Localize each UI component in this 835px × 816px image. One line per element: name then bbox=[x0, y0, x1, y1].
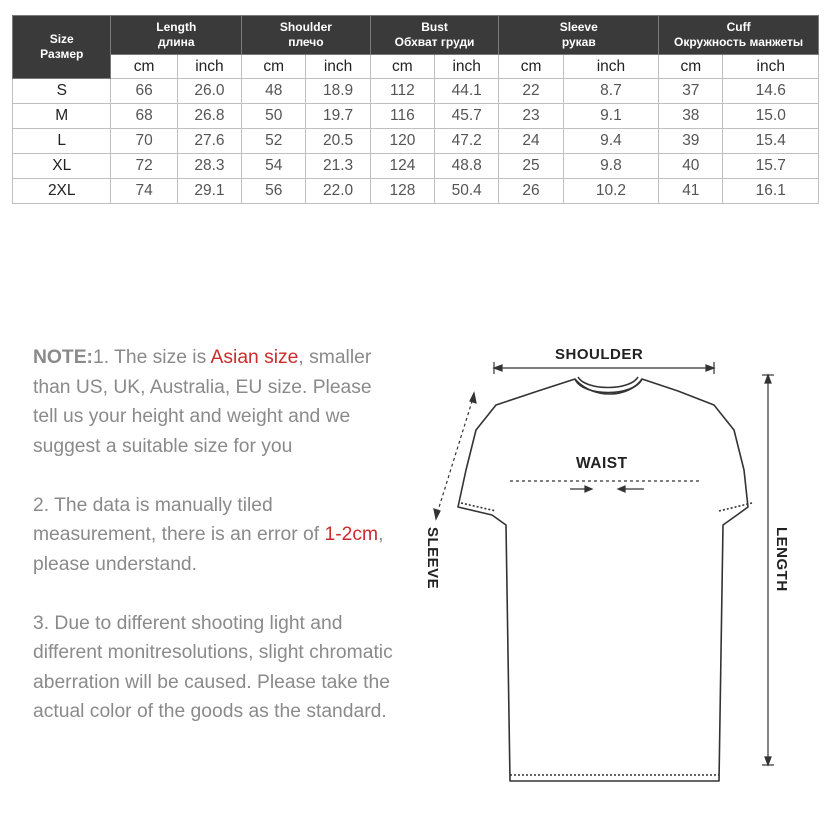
measure-cell: 39 bbox=[659, 129, 723, 154]
size-cell: S bbox=[13, 79, 111, 104]
note-2-text-b: , please understand. bbox=[33, 524, 384, 575]
measure-cell: 9.1 bbox=[563, 104, 658, 129]
note-2-text-a: 2. The data is manually tiled measurement, there is an error of bbox=[33, 494, 325, 545]
size-notes bbox=[33, 343, 393, 756]
table-row bbox=[13, 129, 819, 154]
unit-inch: inch bbox=[435, 55, 499, 79]
header-shoulder-ru: плечо bbox=[288, 35, 324, 49]
unit-cm: cm bbox=[499, 55, 563, 79]
header-bust bbox=[370, 16, 499, 55]
measure-cell: 52 bbox=[242, 129, 306, 154]
measure-cell: 28.3 bbox=[177, 154, 241, 179]
measure-cell: 120 bbox=[370, 129, 434, 154]
measure-cell: 50 bbox=[242, 104, 306, 129]
measure-cell: 54 bbox=[242, 154, 306, 179]
header-cuff-en: Cuff bbox=[726, 20, 751, 34]
header-sleeve bbox=[499, 16, 659, 55]
measure-cell: 74 bbox=[111, 179, 177, 204]
length-label: LENGTH bbox=[773, 527, 790, 592]
measure-cell: 45.7 bbox=[435, 104, 499, 129]
measure-cell: 26 bbox=[499, 179, 563, 204]
waist-label: WAIST bbox=[576, 455, 628, 472]
measure-cell: 26.0 bbox=[177, 79, 241, 104]
table-row bbox=[13, 79, 819, 104]
error-range-highlight: 1-2cm bbox=[324, 524, 379, 545]
measure-cell: 15.0 bbox=[723, 104, 819, 129]
measure-cell: 9.4 bbox=[563, 129, 658, 154]
table-row bbox=[13, 179, 819, 204]
size-cell: L bbox=[13, 129, 111, 154]
header-bust-en: Bust bbox=[421, 20, 448, 34]
note-3: 3. Due to different shooting light and different monitresolutions, slight chromatic aberration will be caused. Please take the actual color of the goods as the standard. bbox=[33, 612, 393, 722]
tshirt-diagram bbox=[410, 335, 830, 805]
header-length bbox=[111, 16, 242, 55]
header-sleeve-en: Sleeve bbox=[559, 20, 598, 34]
measure-cell: 15.4 bbox=[723, 129, 819, 154]
measure-cell: 19.7 bbox=[306, 104, 370, 129]
tshirt-outline-icon bbox=[410, 335, 830, 805]
measure-cell: 21.3 bbox=[306, 154, 370, 179]
measure-cell: 23 bbox=[499, 104, 563, 129]
measure-cell: 38 bbox=[659, 104, 723, 129]
measure-cell: 66 bbox=[111, 79, 177, 104]
size-cell: M bbox=[13, 104, 111, 129]
measure-cell: 112 bbox=[370, 79, 434, 104]
size-cell: 2XL bbox=[13, 179, 111, 204]
measure-cell: 29.1 bbox=[177, 179, 241, 204]
measure-cell: 27.6 bbox=[177, 129, 241, 154]
note-1 bbox=[33, 343, 393, 461]
unit-cm: cm bbox=[370, 55, 434, 79]
measure-cell: 9.8 bbox=[563, 154, 658, 179]
measure-cell: 22.0 bbox=[306, 179, 370, 204]
measure-cell: 50.4 bbox=[435, 179, 499, 204]
header-shoulder-en: Shoulder bbox=[279, 20, 332, 34]
measure-cell: 20.5 bbox=[306, 129, 370, 154]
unit-inch: inch bbox=[723, 55, 819, 79]
header-cuff-ru: Окружность манжеты bbox=[674, 35, 804, 49]
measure-cell: 48 bbox=[242, 79, 306, 104]
measure-cell: 116 bbox=[370, 104, 434, 129]
measure-cell: 37 bbox=[659, 79, 723, 104]
header-size bbox=[13, 16, 111, 79]
measure-cell: 40 bbox=[659, 154, 723, 179]
header-length-ru: длина bbox=[158, 35, 195, 49]
measure-cell: 16.1 bbox=[723, 179, 819, 204]
measure-cell: 128 bbox=[370, 179, 434, 204]
table-row bbox=[13, 154, 819, 179]
header-length-en: Length bbox=[156, 20, 197, 34]
measure-cell: 24 bbox=[499, 129, 563, 154]
header-sleeve-ru: рукав bbox=[561, 35, 596, 49]
table-header-row bbox=[13, 16, 819, 55]
measure-cell: 22 bbox=[499, 79, 563, 104]
table-units-row bbox=[13, 55, 819, 79]
note-1-text-b: , smaller than US, UK, Australia, EU size. Please tell us your height and weight and we suggest a suitable size for you bbox=[33, 347, 372, 457]
size-cell: XL bbox=[13, 154, 111, 179]
unit-cm: cm bbox=[242, 55, 306, 79]
sleeve-label: SLEEVE bbox=[424, 527, 441, 590]
header-size-en: Size bbox=[49, 32, 74, 46]
table-row bbox=[13, 104, 819, 129]
header-shoulder bbox=[242, 16, 371, 55]
measure-cell: 70 bbox=[111, 129, 177, 154]
measure-cell: 15.7 bbox=[723, 154, 819, 179]
unit-cm: cm bbox=[111, 55, 177, 79]
measure-cell: 25 bbox=[499, 154, 563, 179]
measure-cell: 14.6 bbox=[723, 79, 819, 104]
unit-inch: inch bbox=[177, 55, 241, 79]
size-chart-table bbox=[12, 15, 819, 204]
measure-cell: 48.8 bbox=[435, 154, 499, 179]
measure-cell: 8.7 bbox=[563, 79, 658, 104]
measure-cell: 47.2 bbox=[435, 129, 499, 154]
measure-cell: 44.1 bbox=[435, 79, 499, 104]
unit-inch: inch bbox=[563, 55, 658, 79]
header-bust-ru: Обхват груди bbox=[394, 35, 475, 49]
asian-size-highlight: Asian size bbox=[210, 347, 299, 368]
unit-inch: inch bbox=[306, 55, 370, 79]
measure-cell: 124 bbox=[370, 154, 434, 179]
measure-cell: 68 bbox=[111, 104, 177, 129]
measure-cell: 56 bbox=[242, 179, 306, 204]
measure-cell: 18.9 bbox=[306, 79, 370, 104]
note-1-text-a: 1. The size is bbox=[92, 347, 211, 368]
measure-cell: 26.8 bbox=[177, 104, 241, 129]
unit-cm: cm bbox=[659, 55, 723, 79]
header-size-ru: Размер bbox=[40, 47, 84, 61]
header-cuff bbox=[659, 16, 819, 55]
note-prefix: NOTE: bbox=[33, 347, 93, 368]
shoulder-label: SHOULDER bbox=[555, 346, 644, 363]
note-2 bbox=[33, 491, 393, 580]
measure-cell: 10.2 bbox=[563, 179, 658, 204]
measure-cell: 72 bbox=[111, 154, 177, 179]
measure-cell: 41 bbox=[659, 179, 723, 204]
